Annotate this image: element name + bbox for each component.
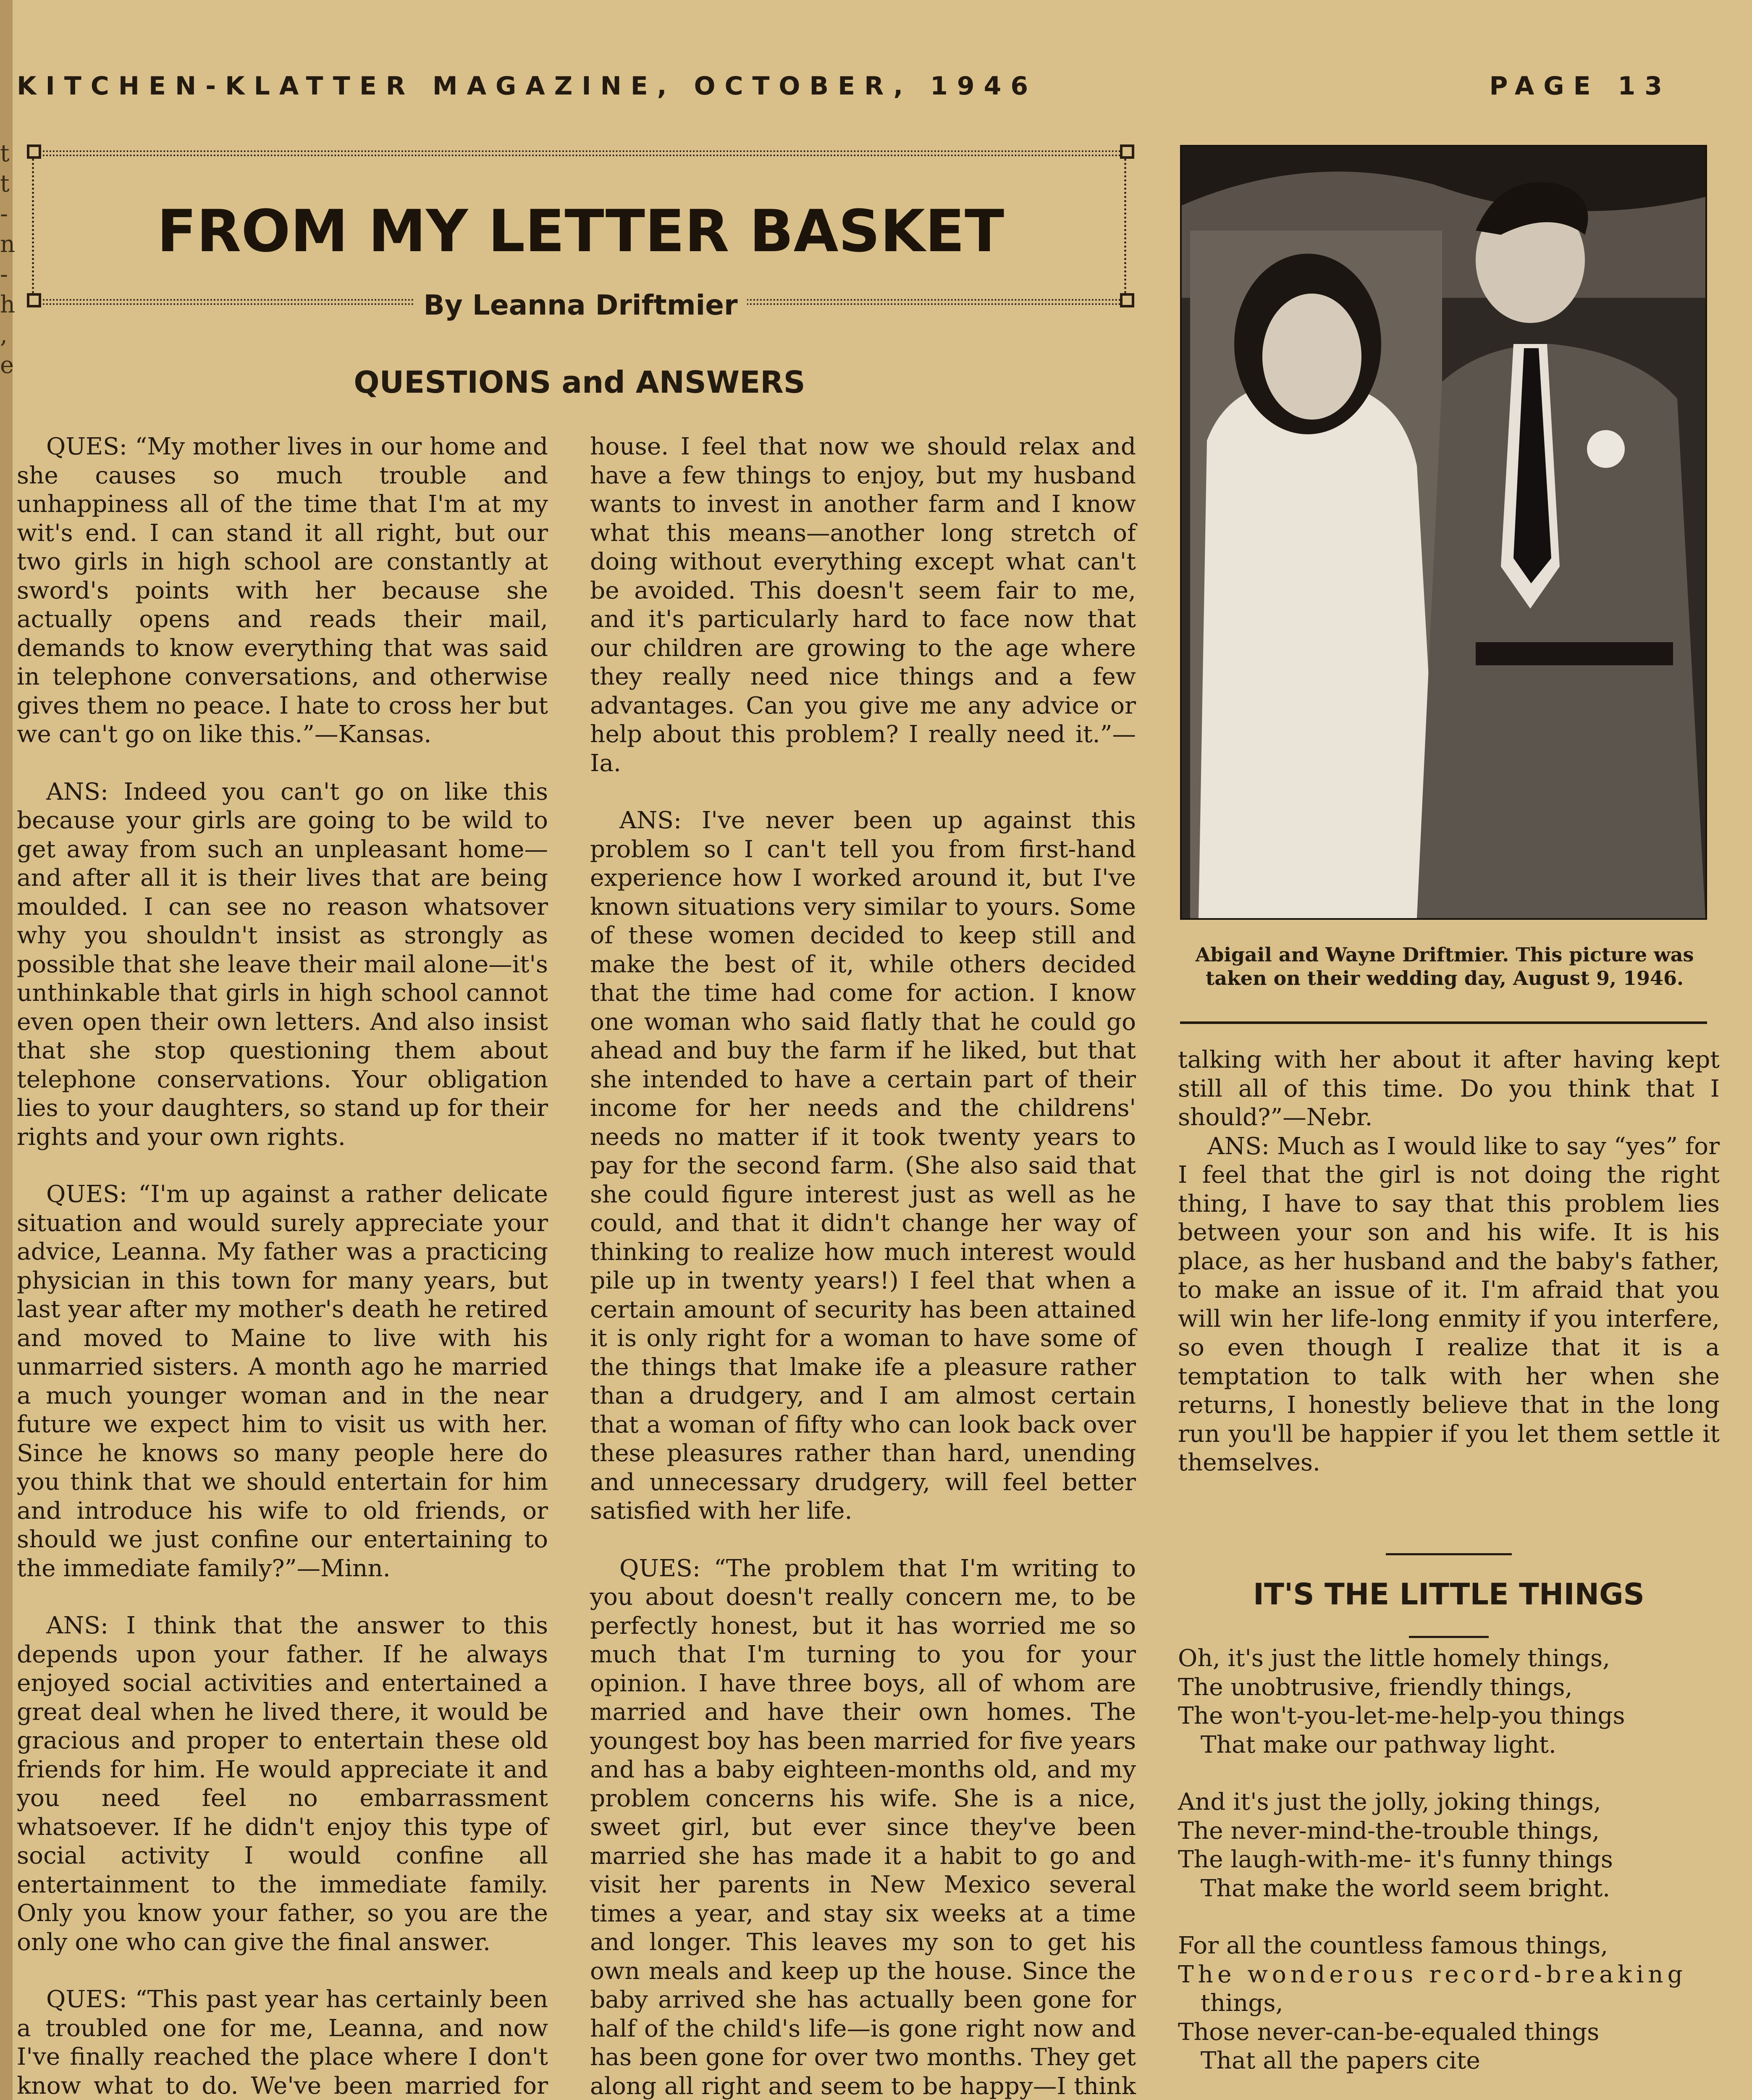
text-column-2 bbox=[590, 433, 1136, 2100]
text-column-1 bbox=[17, 433, 548, 2100]
poem-top-divider bbox=[1386, 1553, 1512, 1555]
poem-line: Those never-can-be-equaled things bbox=[1178, 2018, 1600, 2046]
byline-text: By Leanna Driftmier bbox=[414, 289, 747, 321]
margin-fragments: t t - n - h , e bbox=[0, 140, 16, 379]
question-paragraph: QUES: “I'm up against a rather delicate situation and would surely appreciate your advice, Leanna. My father was a practicing physician in this town for many years, but last year after my mother's death he retired and moved to Maine to live with his unmarried sisters. A month ago he married a much younger woman and in the near future we expect him to visit us with her. Since he knows so many people here do you think that we should entertain for him and introduce his wife to old friends, or should we just confine our entertaining to the immediate family?”—Minn. bbox=[17, 1181, 548, 1582]
poem-line: Oh, it's just the little homely things, bbox=[1178, 1645, 1610, 1672]
page-header bbox=[17, 71, 1671, 109]
question-continuation: talking with her about it after having kept still all of this time. Do you think that I should?”—Nebr. bbox=[1178, 1046, 1720, 1131]
poem-line: That make the world seem bright. bbox=[1178, 1874, 1610, 1902]
caption-divider bbox=[1180, 1021, 1707, 1024]
byline bbox=[29, 289, 1132, 321]
poem-line: The unobtrusive, friendly things, bbox=[1178, 1673, 1573, 1701]
poem-line: things, bbox=[1178, 1990, 1283, 2017]
question-paragraph: QUES: “The problem that I'm writing to you about doesn't really concern me, to be perfectly honest, but it has worried me so much that I'm turning to you for your opinion. I have three boys, all of whom are married and have their own homes. The youngest boy has been married for five years and has a baby eighteen-months old, and my problem concerns his wife. She is a nice, sweet girl, but ever since they've been married she has made it a habit to go and visit her parents in New Mexico several times a year, and stay six weeks at a time and longer. This leaves my son to get his own meals and keep up the house. Since the baby arrived she has actually been gone for half of the child's life—is gone right now and has been gone for over two months. They get along all right and seem to be happy—I think bbox=[590, 1554, 1136, 2100]
answer-paragraph: ANS: Indeed you can't go on like this because your girls are going to be wild to get away from such an unpleasant home—and after all it is their lives that are being moulded. I can see no reason whatsover why you shouldn't insist as strongly as possible that she leave their mail alone—it's unthinkable that girls in high school cannot even open their own letters. And also insist that she stop questioning them about telephone conservations. Your obligation lies to your daughters, so stand up for their rights and your own rights. bbox=[17, 778, 548, 1151]
photo-caption: Abigail and Wayne Driftmier. This picture was taken on their wedding day, August 9, 1946. bbox=[1195, 943, 1694, 990]
banner-top-rule bbox=[29, 150, 1132, 156]
title-banner bbox=[29, 147, 1132, 321]
poem-line: For all the countless famous things, bbox=[1178, 1932, 1608, 1959]
poem-title: IT'S THE LITTLE THINGS bbox=[1253, 1577, 1644, 1612]
page-number: PAGE 13 bbox=[1489, 71, 1671, 101]
question-continuation: house. I feel that now we should relax and have a few things to enjoy, but my husband wants to invest in another farm and I know what this means—another long stretch of doing without everything except what can't be avoided. This doesn't seem fair to me, and it's particularly hard to face now that our children are growing to the age where they really need nice things and a few advantages. Can you give me any advice or help about this problem? I really need it.”—Ia. bbox=[590, 433, 1136, 777]
banner-corner-ornament bbox=[1120, 144, 1134, 159]
text-column-3 bbox=[1178, 1046, 1720, 1478]
couple-photo-illustration bbox=[1182, 147, 1705, 918]
poem-line: The won't-you-let-me-help-you things bbox=[1178, 1702, 1625, 1730]
answer-paragraph: ANS: I've never been up against this problem so I can't tell you from first-hand experience how I worked around it, but I've known situations very similar to yours. Some of these women decided to keep still and make the best of it, while others decided that the time had come for action. I know one woman who said flatly that he could go ahead and buy the farm if he liked, but that she intended to have a certain part of their income for her needs and the childrens' needs no matter if it took twenty years to pay for the second farm. (She also said that she could figure interest just as well as he could, and that it didn't change her way of thinking to realize how much interest would pile up in twenty years!) I feel that when a certain amount of security has been attained it is only right for a woman to have some of the things that lmake ife a pleasure rather than a drudgery, and I am almost certain that a woman of fifty who can look back over these pleasures rather than hard, unending and unnecessary drudgery, will feel better satisfied with her life. bbox=[590, 807, 1136, 1525]
poem-line: That make our pathway light. bbox=[1178, 1731, 1556, 1759]
answer-paragraph: ANS: I think that the answer to this depends upon your father. If he always enjoyed social activities and entertained a great deal when he lived there, it would be gracious and proper to entertain these old friends for him. He would appreciate it and you need feel no embarrassment whatsoever. If he didn't enjoy this type of social activity I would confine all entertainment to the immediate family. Only you know your father, so you are the only one who can give the final answer. bbox=[17, 1612, 548, 1956]
question-paragraph: QUES: “My mother lives in our home and she causes so much trouble and unhappiness all of the time that I'm at my wit's end. I can stand it all right, but our two girls in high school are constantly at sword's points with her because she actually opens and reads their mail, demands to know everything that was said in telephone conversations, and otherwise gives them no peace. I hate to cross her but we can't go on like this.”—Kansas. bbox=[17, 433, 548, 748]
poem-line: That all the papers cite bbox=[1178, 2047, 1480, 2074]
banner-corner-ornament bbox=[27, 144, 41, 159]
poem-line: And it's just the jolly, joking things, bbox=[1178, 1788, 1601, 1816]
poem-line: The wonderous record-breaking bbox=[1178, 1961, 1687, 1988]
poem-stanza bbox=[1178, 1788, 1720, 1903]
poem-line: The laugh-with-me- it's funny things bbox=[1178, 1846, 1613, 1873]
wedding-photo bbox=[1180, 145, 1707, 920]
poem-stanza bbox=[1178, 1932, 1720, 2076]
poem-stanza bbox=[1178, 1644, 1720, 1759]
poem-title-underline bbox=[1409, 1636, 1489, 1638]
section-subtitle: QUESTIONS and ANSWERS bbox=[354, 365, 805, 400]
article-title: FROM MY LETTER BASKET bbox=[157, 197, 1005, 265]
answer-paragraph: ANS: Much as I would like to say “yes” for I feel that the girl is not doing the right thing, I have to say that this problem lies between your son and his wife. It is his place, as her husband and the baby's father, to make an issue of it. I'm afraid that you will win her life-long enmity if you interfere, so even though I realize that it is a temptation to talk with her when she returns, I honestly believe that in the long run you'll be happier if you let them settle it themselves. bbox=[1178, 1132, 1720, 1476]
poem bbox=[1178, 1644, 1720, 2100]
poem-line: The never-mind-the-trouble things, bbox=[1178, 1817, 1600, 1845]
question-paragraph: QUES: “This past year has certainly been a troubled one for me, Leanna, and now I've finally reached the place where I don't know what to do. We've been married for bbox=[17, 1986, 548, 2100]
magazine-title: KITCHEN-KLATTER MAGAZINE, OCTOBER, 1946 bbox=[17, 71, 1038, 101]
